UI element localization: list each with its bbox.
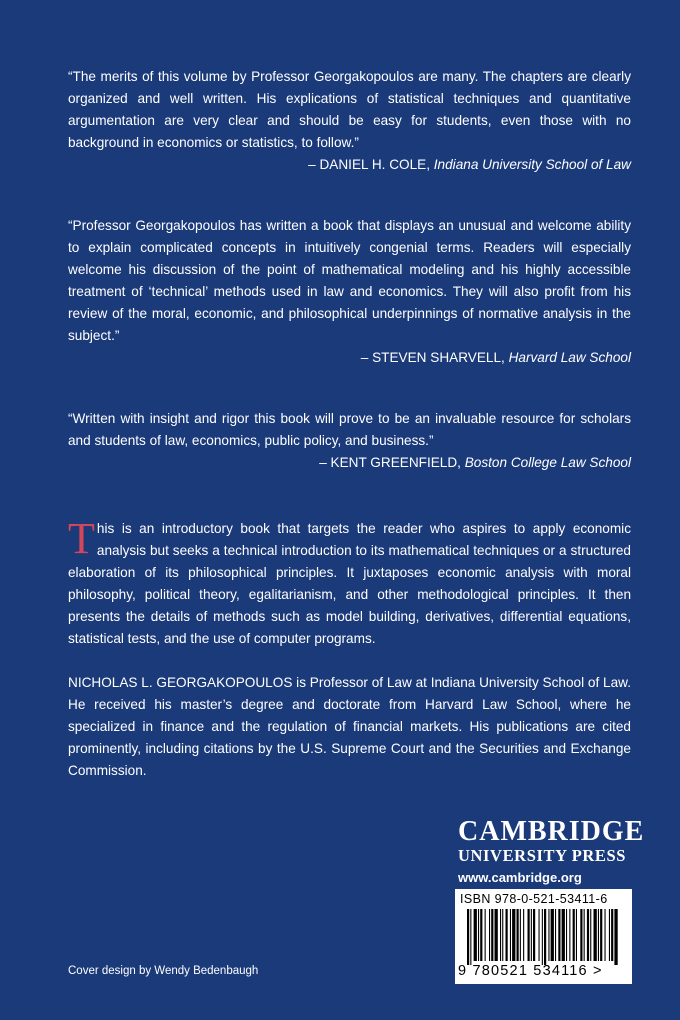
- barcode-bar: [614, 909, 617, 965]
- blurb-affiliation: Harvard Law School: [508, 350, 631, 365]
- publisher-url: www.cambridge.org: [458, 870, 582, 885]
- barcode-bar: [605, 909, 606, 961]
- barcode-bar: [611, 909, 613, 961]
- drop-cap: T: [68, 514, 95, 563]
- barcode-digits: 9 780521 534116 >: [458, 963, 603, 979]
- barcode-bar: [510, 909, 511, 961]
- barcode-bar: [609, 909, 610, 961]
- barcode-bar: [512, 909, 515, 961]
- barcode-bar: [548, 909, 549, 961]
- barcode-bar: [485, 909, 486, 961]
- barcode-bar: [506, 909, 508, 961]
- back-cover-text: [68, 66, 631, 782]
- barcode-bar: [584, 909, 585, 961]
- barcode-bars: [467, 909, 619, 965]
- barcode-bar: [594, 909, 597, 961]
- barcode-bar: [551, 909, 554, 961]
- publisher-subtitle: UNIVERSITY PRESS: [458, 846, 627, 865]
- publisher-logo: [458, 818, 648, 885]
- barcode-bar: [598, 909, 599, 961]
- blurb-greenfield-attribution: [68, 452, 631, 474]
- barcode-bar: [569, 909, 570, 961]
- publisher-name: CAMBRIDGE: [458, 816, 645, 847]
- blurb-sharvell: “Professor Georgakopoulos has written a book that displays an unusual and welcome ability to explain complicated concepts in intuitively congenial terms. Readers will especially welcome his discussion of the point of mathematical modeling and his highly accessible treatment of ‘technical’ methods used in law and economics. They will also profit from his review of the moral, economic, and philosophical underpinnings of normative analysis in the subject.”: [68, 218, 631, 343]
- blurb-cole: “The merits of this volume by Professor Georgakopoulos are many. The chapters are clearly organized and well written. His explications of statistical techniques and quantitative argumentation are very clear and should be easy for students, even those with no background in economics or statistics, to follow.”: [68, 69, 631, 150]
- barcode-bar: [470, 909, 471, 965]
- barcode-bar: [502, 909, 503, 961]
- blurb-greenfield: “Written with insight and rigor this book will prove to be an invaluable resource for scholars and students of law, economics, public policy, and business.”: [68, 411, 631, 448]
- barcode-bar: [517, 909, 519, 961]
- barcode-bar: [587, 909, 589, 961]
- barcode-bar: [478, 909, 479, 961]
- barcode-bar: [531, 909, 532, 961]
- barcode-bar: [533, 909, 535, 961]
- barcode-bar: [573, 909, 575, 961]
- barcode-bar: [562, 909, 565, 961]
- barcode-bar: [576, 909, 577, 961]
- barcode-bar: [480, 909, 482, 961]
- blurb-author: – DANIEL H. COLE,: [308, 157, 434, 172]
- book-description: [68, 514, 631, 650]
- barcode-bar: [467, 909, 469, 965]
- description-text: his is an introductory book that targets the reader who aspires to apply economic analysis but seeks a technical introduction to its mathematical techniques or a structured elaboration of its philosophical principles. It juxtaposes economic analysis with moral philosophy, political theory, egalitarianism, and other methodological principles. It then presents the details of methods such as model building, derivatives, differential equations, statistical tests, and the use of computer programs.: [68, 521, 631, 646]
- author-bio: NICHOLAS L. GEORGAKOPOULOS is Professor of Law at Indiana University School of Law. He received his master’s degree and doctorate from Harvard Law School, where he specialized in finance and the regulation of financial markets. His publications are cited prominently, including citations by the U.S. Supreme Court and the Securities and Exchange Commission.: [68, 675, 631, 778]
- blurb-author: – KENT GREENFIELD,: [319, 455, 465, 470]
- barcode-bar: [520, 909, 521, 961]
- isbn-barcode: [455, 889, 632, 984]
- barcode-bar: [491, 909, 493, 961]
- barcode-bar: [566, 909, 567, 961]
- blurb-affiliation: Indiana University School of Law: [433, 157, 631, 172]
- barcode-bar: [489, 909, 490, 961]
- barcode-bar: [528, 909, 530, 961]
- barcode-bar: [555, 909, 556, 961]
- barcode-bar: [495, 909, 498, 961]
- barcode-bar: [523, 909, 524, 961]
- barcode-bar: [474, 909, 477, 961]
- cover-design-credit: Cover design by Wendy Bedenbaugh: [68, 965, 259, 977]
- blurb-cole-attribution: [68, 154, 631, 176]
- barcode-bar: [544, 909, 546, 965]
- barcode-bar: [580, 909, 582, 961]
- barcode-bar: [590, 909, 591, 961]
- isbn-label: ISBN 978-0-521-53411-6: [460, 892, 608, 906]
- barcode-bar: [539, 909, 540, 961]
- barcode-bar: [542, 909, 543, 965]
- barcode-bar: [558, 909, 560, 961]
- blurb-author: – STEVEN SHARVELL,: [360, 350, 509, 365]
- blurb-sharvell-attribution: [68, 347, 631, 369]
- blurb-affiliation: Boston College Law School: [464, 455, 631, 470]
- barcode-bar: [600, 909, 602, 961]
- barcode-bar: [500, 909, 501, 961]
